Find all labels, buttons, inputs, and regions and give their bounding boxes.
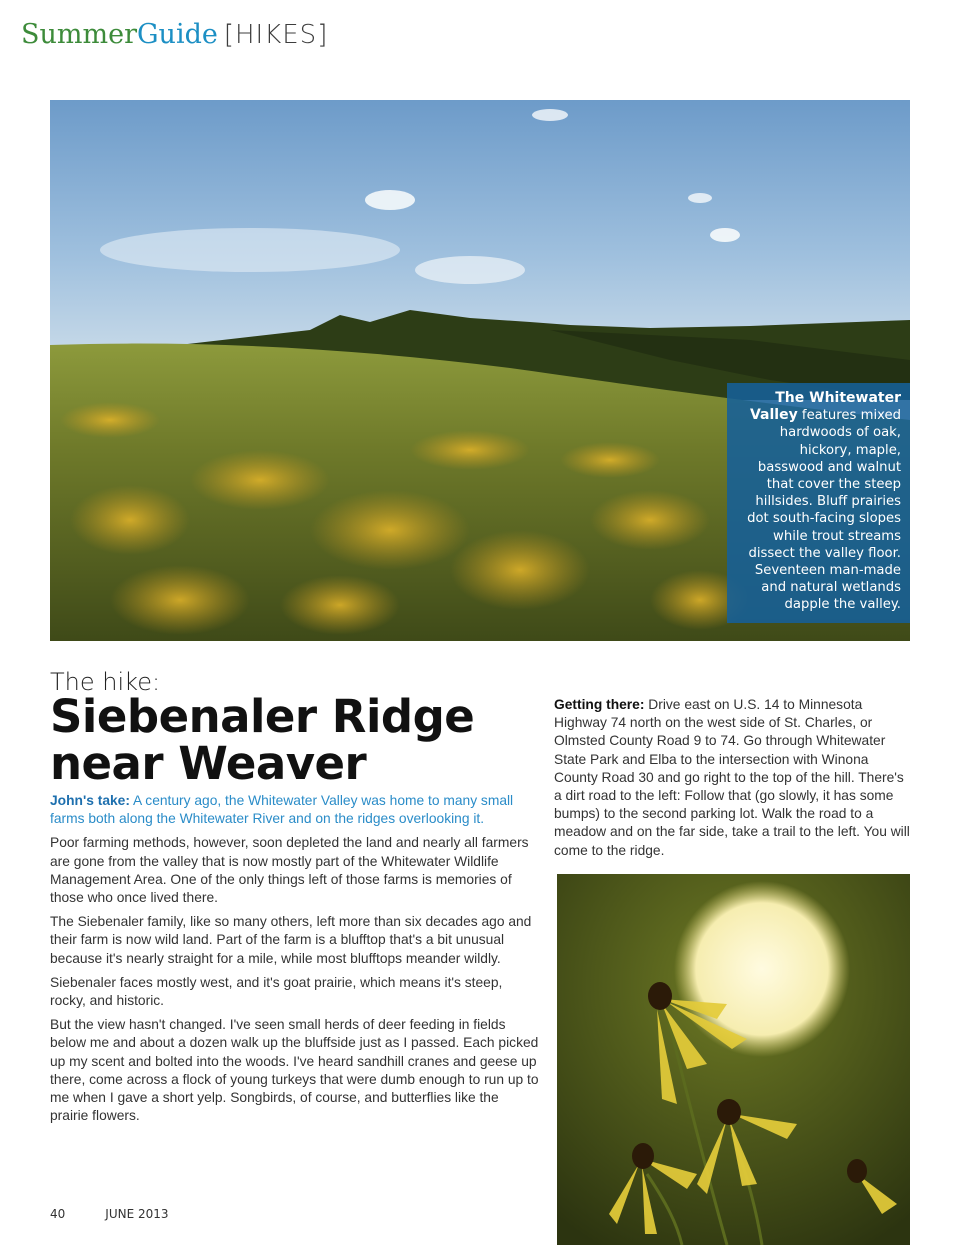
article-kicker: The hike: [50, 668, 161, 696]
article-left-column [50, 792, 540, 1131]
body-paragraph: But the view hasn't changed. I've seen small herds of deer feeding in fields below me and about a dozen walk up the bluffside just as I passed. Each picked up my scent and bolted into the woods. I've heard sandhill cranes and geese up there, come across a flock of young turkeys that were dumb enough to run up to me when I gave a short yelp. Songbirds, of course, and butterflies like the prairie flowers. [50, 1017, 539, 1124]
masthead-guide: Guide [136, 19, 218, 50]
photo-caption [727, 383, 910, 623]
getting-there-label: Getting there: [554, 697, 645, 712]
article-headline: Siebenaler Ridge near Weaver [50, 690, 475, 790]
coneflower-image [557, 874, 910, 1245]
page-number: 40 [50, 1207, 66, 1221]
lead-paragraph [50, 792, 540, 828]
masthead-section: [HIKES] [223, 20, 329, 50]
getting-there-text: Drive east on U.S. 14 to Minnesota Highway 74 north on the west side of St. Charles, or Olmsted County Road 9 to 74. Go through Whitewater State Park and Elba to the intersection with Winona County Road 30 and go right to the top of the hill. There's a dirt road to the left: Follow that (go slowly, it has some bumps) to the second parking lot. Walk the road to a meadow and on the far side, take a trail to the left. You will come to the ridge. [554, 697, 910, 858]
body-paragraph: Poor farming methods, however, soon depleted the land and nearly all farmers are gone from the valley that is now mostly part of the Whitewater Wildlife Management Area. One of the only things left of those farms is memories of those who once lived there. [50, 835, 529, 906]
article-right-column [554, 696, 910, 860]
hero-photo [50, 100, 910, 641]
flower-photo [557, 874, 910, 1245]
caption-title: The Whitewater Valley [749, 390, 901, 424]
lead-label: John's take: [50, 793, 130, 808]
getting-there-paragraph [554, 696, 910, 860]
body-paragraph: Siebenaler faces mostly west, and it's goat prairie, which means it's steep, rocky, and historic. [50, 974, 503, 1009]
masthead-summer: Summer [21, 19, 137, 50]
masthead [21, 16, 328, 53]
page-footer [50, 1207, 169, 1221]
issue-date: JUNE 2013 [105, 1207, 169, 1221]
caption-text: features mixed hardwoods of oak, hickory, maple, basswood and walnut that cover the steep hillsides. Bluff prairies dot south-facing slopes while trout streams dissect the valley floor. Seventeen man-made and natural wetlands dapple the valley. [747, 408, 901, 613]
body-paragraph: The Siebenaler family, like so many others, left more than six decades ago and their farm is now wild land. Part of the farm is a blufftop that's a bit unusual because it's nearly straight for a mile, while most blufftops meander wildly. [50, 914, 532, 966]
lead-text: A century ago, the Whitewater Valley was home to many small farms both along the Whitewater River and on the ridges overlooking it. [50, 793, 514, 827]
